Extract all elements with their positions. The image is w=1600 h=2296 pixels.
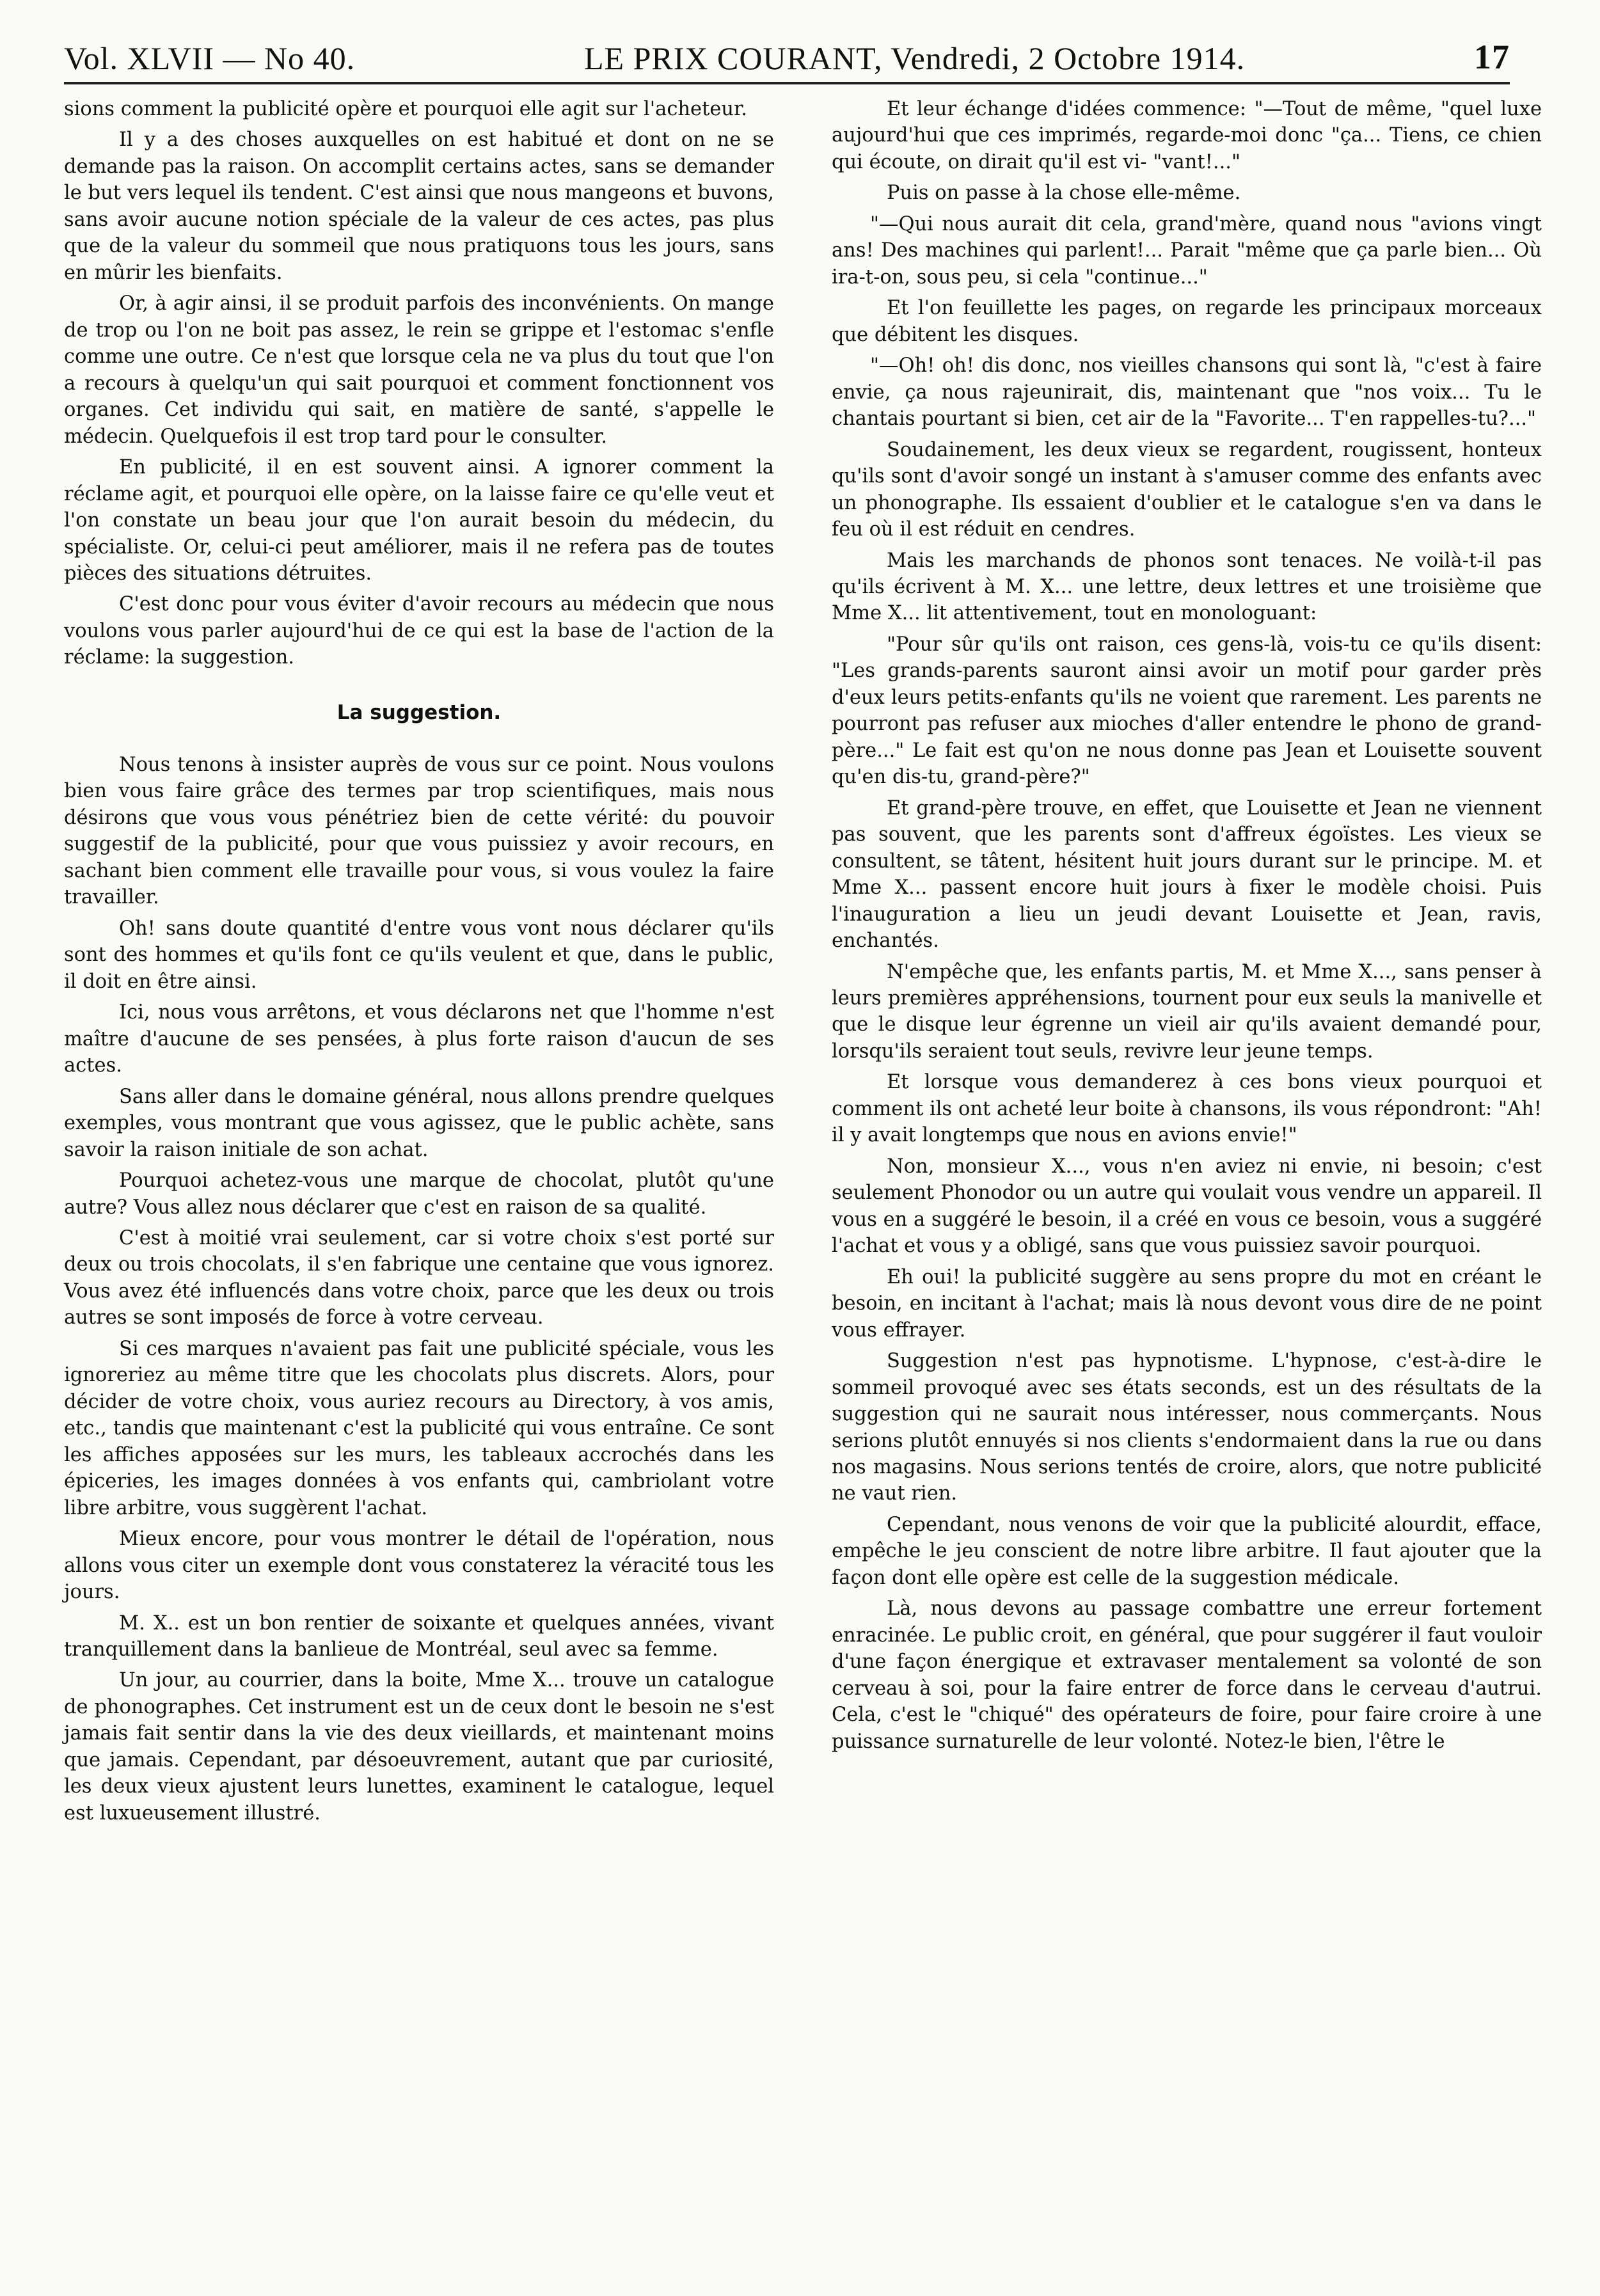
paragraph: Et lorsque vous demanderez à ces bons vieux pourquoi et comment ils ont acheté leur boite à chansons, ils vous répondront: "Ah! il y avait longtemps que nous en avions envie!" [832,1071,1542,1147]
paragraph: "—Qui nous aurait dit cela, grand'mère, quand nous "avions vingt ans! Des machines qui parlent!... Parait "même que ça parle bien... Où ira-t-on, sous peu, si cela "continue..." [832,212,1542,289]
volume-number: Vol. XLVII — No 40. [64,40,356,76]
paragraph: Si ces marques n'avaient pas fait une publicité spéciale, vous les ignoreriez au même titre que les chocolats plus discrets. Alors, pour décider de votre choix, vous auriez recours au Directory, à vos amis, etc., tandis que maintenant c'est la publicité qui vous entraîne. Ce sont les affiches apposées sur les murs, les tableaux accrochés dans les épiceries, les images données à vos enfants qui, cambriolant votre libre arbitre, vous suggèrent l'achat. [64,1337,774,1519]
paragraph: Or, à agir ainsi, il se produit parfois des inconvénients. On mange de trop ou l'on ne boit pas assez, le rein se grippe et l'estomac s'enfle comme une outre. Ce n'est que lorsque cela ne va plus du tout que l'on a recours à quelqu'un qui sait pourquoi et comment fonctionnent vos organes. Cet individu qui sait, en matière de santé, s'appelle le médecin. Quelquefois il est trop tard pour le consulter. [64,292,774,448]
paragraph: sions comment la publicité opère et pourquoi elle agit sur l'acheteur. [64,98,747,120]
left-column [64,96,774,1831]
paragraph: Là, nous devons au passage combattre une erreur fortement enracinée. Le public croit, en général, que pour suggérer il faut vouloir d'une façon énergique et extravaser mentalement sa volonté de son cerveau à soi, pour la faire entrer de force dans le cerveau d'autrui. Cela, c'est le "chiqué" des opérateurs de foire, pour faire croire à une puissance surnaturelle de leur volonté. Notez-le bien, l'être le [832,1597,1542,1753]
paragraph: Un jour, au courrier, dans la boite, Mme X... trouve un catalogue de phonographes. Cet instrument est un de ceux dont le besoin ne s'est jamais fait sentir dans la vie des deux vieillards, et maintenant moins que jamais. Cependant, par désoeuvrement, autant que par curiosité, les deux vieux ajustent leurs lunettes, examinent le catalogue, lequel est luxueusement illustré. [64,1669,774,1825]
paragraph: Soudainement, les deux vieux se regardent, rougissent, honteux qu'ils sont d'avoir songé un instant à s'amuser comme des enfants avec un phonographe. Ils essaient d'oublier et le catalogue s'en va dans le feu où il est réduit en cendres. [832,438,1542,541]
paragraph: Ici, nous vous arrêtons, et vous déclarons net que l'homme n'est maître d'aucune de ses pensées, à plus forte raison d'aucun de ses actes. [64,1001,774,1077]
paragraph: Et grand-père trouve, en effet, que Louisette et Jean ne viennent pas souvent, que les parents sont d'affreux égoïstes. Les vieux se consultent, se tâtent, hésitent huit jours durant sur le principe. M. et Mme X... passent encore huit jours à fixer le modèle choisi. Puis l'inauguration a lieu un jeudi devant Louisette et Jean, ravis, enchantés. [832,796,1542,953]
paragraph: Et l'on feuillette les pages, on regarde les principaux morceaux que débitent les disques. [832,297,1542,346]
paragraph: Suggestion n'est pas hypnotisme. L'hypnose, c'est-à-dire le sommeil provoqué avec ses états seconds, est un des résultats de la suggestion qui ne saurait nous intéresser, nous commerçants. Nous serions plutôt ennuyés si nos clients s'endormaient dans la rue ou dans nos magasins. Nous serions tentés de croire, alors, que notre publicité ne vaut rien. [832,1350,1542,1505]
paragraph: Non, monsieur X..., vous n'en aviez ni envie, ni besoin; c'est seulement Phonodor ou un autre qui voulait vous vendre un appareil. Il vous en a suggéré le besoin, il a créé en vous ce besoin, vous a suggéré l'achat et vous y a obligé, sans que vous puissiez savoir pourquoi. [832,1155,1542,1258]
section-heading: La suggestion. [337,701,502,724]
paragraph: M. X.. est un bon rentier de soixante et quelques années, vivant tranquillement dans la banlieue de Montréal, seul avec sa femme. [64,1611,774,1661]
paragraph: "—Oh! oh! dis donc, nos vieilles chansons qui sont là, "c'est à faire envie, ça nous rajeunirait, dis, maintenant que "nos voix... Tu le chantais pourtant si bien, cet air de la "Favorite... T'en rappelles-tu?..." [832,354,1542,431]
paragraph: Sans aller dans le domaine général, nous allons prendre quelques exemples, vous montrant que vous agissez, que le public achète, sans savoir la raison initiale de son achat. [64,1085,774,1161]
page-header [64,26,1510,77]
paragraph: Oh! sans doute quantité d'entre vous vont nous déclarer qu'ils sont des hommes et qu'ils font ce qu'ils veulent et que, dans le public, il doit en être ainsi. [64,917,774,993]
publication-title: LE PRIX COURANT, Vendredi, 2 Octobre 1914. [584,40,1246,76]
page-number: 17 [1474,38,1510,76]
paragraph: Pourquoi achetez-vous une marque de chocolat, plutôt qu'une autre? Vous allez nous déclarer que c'est en raison de sa qualité. [64,1169,774,1219]
paragraph: Mais les marchands de phonos sont tenaces. Ne voilà-t-il pas qu'ils écrivent à M. X... une lettre, deux lettres et une troisième que Mme X... lit attentivement, tout en monologuant: [832,549,1542,625]
paragraph: En publicité, il en est souvent ainsi. A ignorer comment la réclame agit, et pourquoi elle opère, on la laisse faire ce qu'elle veut et l'on constate un beau jour que l'on aurait besoin du médecin, du spécialiste. Or, celui-ci peut améliorer, mais il ne refera pas de toutes pièces des situations détruites. [64,456,774,585]
paragraph: Eh oui! la publicité suggère au sens propre du mot en créant le besoin, en incitant à l'achat; mais là nous devont vous dire de ne point vous effrayer. [832,1265,1542,1342]
paragraph: N'empêche que, les enfants partis, M. et Mme X..., sans penser à leurs premières appréhensions, tournent pour eux seuls la manivelle et que le disque leur égrenne un vieil air qu'ils avaient demandé pour, lorsqu'ils seraient tout seuls, revivre leur jeune temps. [832,960,1542,1063]
paragraph: C'est donc pour vous éviter d'avoir recours au médecin que nous voulons vous parler aujourd'hui de ce qui est la base de l'action de la réclame: la suggestion. [64,593,774,669]
paragraph: Nous tenons à insister auprès de vous sur ce point. Nous voulons bien vous faire grâce des termes par trop scientifiques, mais nous désirons que vous vous pénétriez bien de cette vérité: du pouvoir suggestif de la publicité, pour que vous puissiez y avoir recours, en sachant bien comment elle travaille pour vous, si vous voulez la faire travailler. [64,754,774,909]
paragraph: C'est à moitié vrai seulement, car si votre choix s'est porté sur deux ou trois chocolats, il s'en fabrique une centaine que vous ignorez. Vous avez été influencés dans votre choix, parce que les deux ou trois autres se sont imposés de force à votre cerveau. [64,1226,774,1329]
paragraph: Cependant, nous venons de voir que la publicité alourdit, efface, empêche le jeu conscient de notre libre arbitre. Il faut ajouter que la façon dont elle opère est celle de la suggestion médicale. [832,1513,1542,1589]
paragraph: Puis on passe à la chose elle-même. [887,182,1241,205]
paragraph: Et leur échange d'idées commence: "—Tout de même, "quel luxe aujourd'hui que ces imprimés, regarde-moi donc "ça... Tiens, ce chien qui écoute, on dirait qu'il est vi- "vant!..." [832,98,1542,173]
right-column [832,96,1542,1759]
paragraph: Il y a des choses auxquelles on est habitué et dont on ne se demande pas la raison. On accomplit certains actes, sans se demander le but vers lequel ils tendent. C'est ainsi que nous mangeons et buvons, sans avoir aucune notion spéciale de la valeur de ces actes, pas plus que de la valeur du sommeil que nous pratiquons tous les jours, sans en mûrir les bienfaits. [64,129,774,284]
paragraph: Mieux encore, pour vous montrer le détail de l'opération, nous allons vous citer un exemple dont vous constaterez la véracité tous les jours. [64,1528,774,1604]
header-rule [64,82,1510,84]
paragraph: "Pour sûr qu'ils ont raison, ces gens-là, vois-tu ce qu'ils disent: "Les grands-parents sauront ainsi avoir un motif pour garder près d'eux leurs petits-enfants qu'ils ne voient que rarement. Les parents ne pourront pas refuser aux mioches d'aller entendre le phono de grand-père..." Le fait est qu'on ne nous donne pas Jean et Louisette souvent qu'en dis-tu, grand-père?" [832,633,1542,789]
